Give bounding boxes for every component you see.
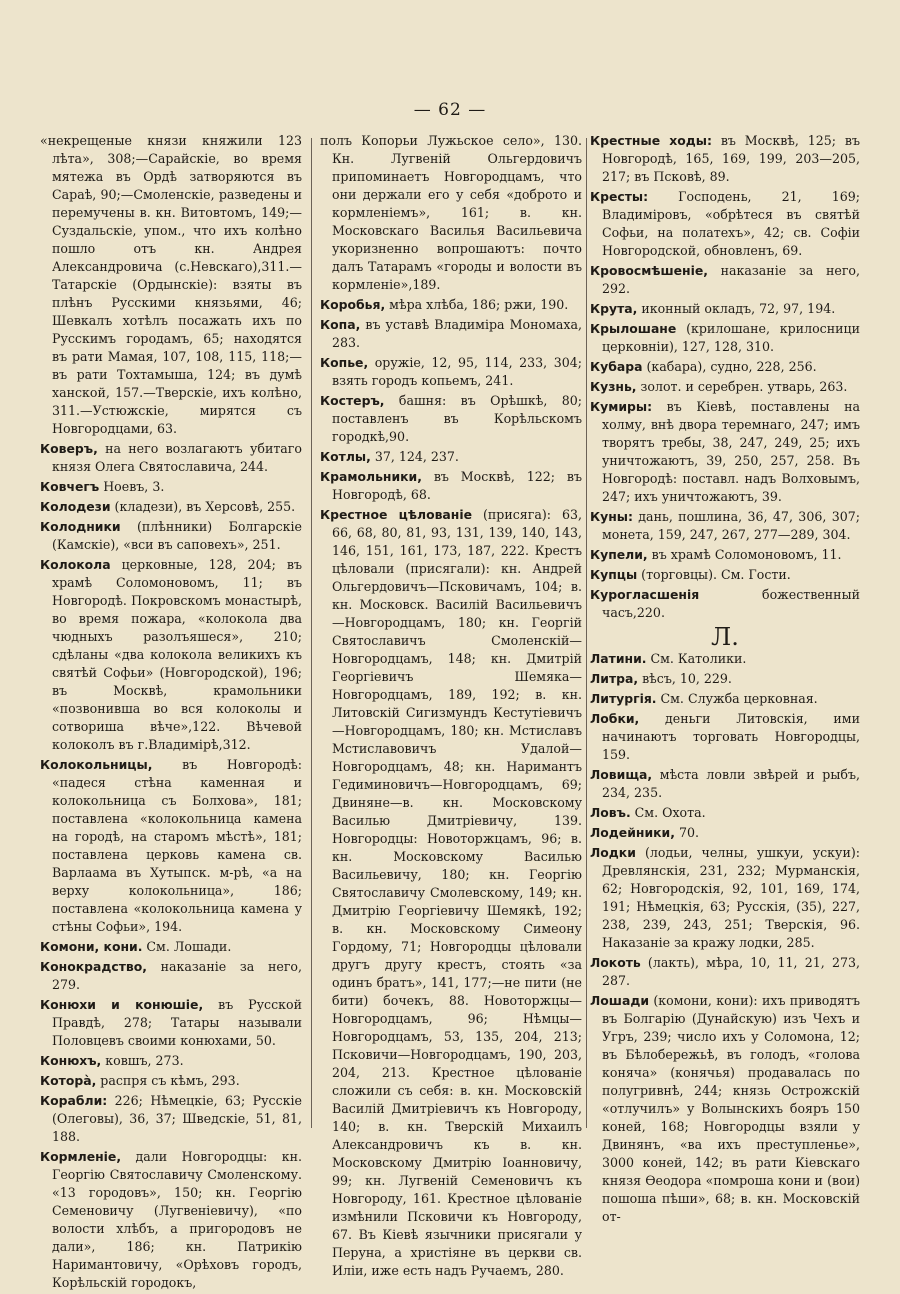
entry-text: на него возлагаютъ убитаго князя Олега Святославича, 244.	[52, 441, 302, 474]
entry-text: наказаніе за него, 292.	[602, 263, 860, 296]
entry-text: въ Русской Правдѣ, 278; Татары называли Половцевъ своими конюхами, 50.	[52, 997, 303, 1048]
index-entry	[590, 566, 860, 584]
entry-headword: Крута,	[590, 301, 638, 316]
entry-headword: Локоть	[590, 955, 641, 970]
index-entry	[320, 468, 582, 504]
entry-text: распря съ кѣмъ, 293.	[96, 1073, 240, 1088]
entry-headword: Кресты:	[590, 189, 649, 204]
entry-text: (комони, кони): ихъ приводятъ въ Болгарію (Дунайскую) изъ Чехъ и Угръ, 239; число ихъ у Соломона, 12; въ Бѣлобережьѣ, въ голодъ, «голова коняча» (конячья) продавалась по полугривнѣ, 244; князь Острожскій «отлучилъ» у Волынскихъ бояръ 150 коней, 168; Новгородцы взяли у Двинянъ, «ва ихъ преступленье», 3000 коней, 142; въ рати Кіевскаго князя Ѳеодора «помроша кони и (вои) пошоша пѣши», 68; в. кн. Московскій от-	[602, 993, 860, 1224]
entry-text: ковшъ, 273.	[101, 1053, 184, 1068]
entry-headword: Кровосмѣшеніе,	[590, 263, 708, 278]
entry-text: 70.	[674, 825, 699, 840]
entry-text: башня: въ Орѣшкѣ, 80; поставленъ въ Корѣльскомъ городкѣ,90.	[332, 393, 582, 444]
entry-headword: Кубара	[590, 359, 643, 374]
index-entry	[590, 262, 860, 298]
right-column	[590, 132, 860, 1228]
column-divider	[586, 138, 587, 1128]
index-entry	[590, 670, 860, 688]
section-letter: Л.	[711, 623, 739, 651]
entry-text: дань, пошлина, 36, 47, 306, 307; монета, 159, 247, 267, 277—289, 304.	[602, 509, 860, 542]
index-entry	[590, 844, 860, 952]
entry-text: въ уставѣ Владиміра Мономаха, 283.	[332, 317, 582, 350]
entry-headword: Лодейники,	[590, 825, 675, 840]
entry-headword: Ловища,	[590, 767, 653, 782]
entry-headword: Комони, кони.	[40, 939, 143, 954]
entry-text: (присяга): 63, 66, 68, 80, 81, 93, 131, 139, 140, 143, 146, 151, 161, 173, 187, 222. Крестъ цѣловали (присягали): кн. Андрей Ольгердовичъ—Псковичамъ, 104; в. кн. Московск. Василій Васильевичъ—Новгородцамъ, 180; кн. Георгій Святославичъ Смоленскій—Новгородцамъ, 148; кн. Дмитрій Георгіевичъ Шемяка—Новгородцамъ, 189, 192; в. кн. Литовскій Сигизмундъ Кестутіевичъ—Новгородцамъ, 180; кн. Мстиславъ Мстиславовичъ Удалой—Новгородцамъ, 48; кн. Наримантъ Гедиминовичъ—Новгородцамъ, 69; Двиняне—в. кн. Московскому Василью Дмитріевичу, 139. Новгородцы: Новоторжцамъ, 96; в. кн. Московскому Василью Васильевичу, 180; кн. Георгію Святославичу Смолевскому, 149; кн. Дмитрію Георгіевичу Шемякѣ, 192; в. кн. Московскому Симеону Гордому, 71; Новгородцы цѣловали другъ другу крестъ, стоять «за одинъ братъ», 141, 177;—не пити (не бити) бочекъ, 88. Новоторжцы—Новгородцамъ, 96; Нѣмцы—Новгородцамъ, 53, 135, 204, 213; Псковичи—Новгородцамъ, 190, 203, 204, 213. Крестное цѣлованіе сложили съ себя: в. кн. Московскій Василій Дмитріевичъ къ Новгороду, 140; в. кн. Тверскій Михаилъ Александровичъ къ в. кн. Московскому Дмитрію Іоанновичу, 99; кн. Лугвеній Семеновичъ къ Новгороду, 161. Крестное цѣлованіе измѣнили Псковичи къ Новгороду, 67. Въ Кіевѣ язычники присягали у Перуна, а христіяне въ церкви св. Иліи, иже есть надъ Ручаемъ, 280.	[332, 507, 582, 1278]
entry-headword: Корабли:	[40, 1093, 108, 1108]
entry-headword: Крестные ходы:	[590, 133, 712, 148]
middle-column	[320, 132, 582, 1282]
entry-headword: Кормленіе,	[40, 1149, 122, 1164]
entry-text: въ Кіевѣ, поставлены на холму, внѣ двора теремнаго, 247; имъ творятъ требы, 38, 247, 249, 25; ихъ уничтожаютъ, 39, 250, 257, 258. Въ Новгородѣ: поставл. надъ Волховымъ, 247; ихъ уничтожаютъ, 39.	[602, 399, 860, 504]
entry-text: въ Москвѣ, 125; въ Новгородѣ, 165, 169, 199, 203—205, 217; въ Псковѣ, 89.	[602, 133, 860, 184]
entry-text: (кабара), судно, 228, 256.	[642, 359, 817, 374]
index-entry	[40, 996, 302, 1050]
entry-headword: Кумиры:	[590, 399, 653, 414]
entry-text: наказаніе за него, 279.	[52, 959, 302, 992]
entry-text: полъ Копорьи Лужьское село», 130. Кн. Лугвеній Ольгердовичъ припоминаетъ Новгородцамъ, что они держали его у себя «доброто и кормленіемъ», 161; в. кн. Московскаго Василья Васильевича укоризненно вопрошаютъ: почто далъ Татарамъ «городы и волости въ кормленіе»,189.	[320, 133, 582, 292]
entry-headword: Коробья,	[320, 297, 386, 312]
entry-text: иконный окладъ, 72, 97, 194.	[637, 301, 836, 316]
index-entry	[40, 498, 302, 516]
entry-headword: Котлы,	[320, 449, 371, 464]
index-entry	[590, 508, 860, 544]
entry-headword: Лодки	[590, 845, 636, 860]
index-entry	[40, 518, 302, 554]
entry-text: мѣста ловли звѣрей и рыбъ, 234, 235.	[602, 767, 860, 800]
index-entry	[590, 992, 860, 1226]
index-entry	[40, 958, 302, 994]
entry-headword: Коверъ,	[40, 441, 98, 456]
entry-headword: Литра,	[590, 671, 639, 686]
entry-headword: Колокола	[40, 557, 111, 572]
entry-headword: Копа,	[320, 317, 361, 332]
entry-text: (торговцы). См. Гости.	[637, 567, 791, 582]
entry-text: божественный часъ,220.	[602, 587, 860, 620]
entry-headword: Кузнь,	[590, 379, 637, 394]
entry-headword: Лошади	[590, 993, 650, 1008]
index-entry	[320, 296, 582, 314]
entry-text: См. Охота.	[630, 805, 706, 820]
index-entry	[320, 448, 582, 466]
entry-text: Ноевъ, 3.	[99, 479, 165, 494]
index-entry	[40, 556, 302, 754]
index-entry	[320, 354, 582, 390]
left-column	[40, 132, 302, 1294]
entry-headword: Колокольницы,	[40, 757, 153, 772]
entry-headword: Костеръ,	[320, 393, 385, 408]
entry-headword: Крылошане	[590, 321, 677, 336]
index-entry	[590, 320, 860, 356]
index-entry	[590, 132, 860, 186]
index-entry	[590, 954, 860, 990]
entry-headword: Куны:	[590, 509, 633, 524]
entry-headword: Колодники	[40, 519, 121, 534]
column-divider	[311, 138, 312, 1128]
index-entry	[40, 1092, 302, 1146]
index-entry	[590, 398, 860, 506]
entry-text: (лодьи, челны, ушкуи, ускуи): Древлянскія, 231, 232; Мурманскія, 62; Новгородскія, 92, 101, 169, 174, 191; Нѣмецкія, 63; Русскія, (35), 227, 238, 239, 243, 251; Тверскія, 96. Наказаніе за кражу лодки, 285.	[602, 845, 860, 950]
entry-headword: Конюхи и конюшіе,	[40, 997, 204, 1012]
index-entry	[590, 586, 860, 622]
index-entry	[590, 710, 860, 764]
page-number: — 62 —	[413, 100, 487, 120]
index-entry	[590, 358, 860, 376]
entry-text: оружіе, 12, 95, 114, 233, 304; взять городъ копьемъ, 241.	[332, 355, 582, 388]
index-entry	[320, 316, 582, 352]
entry-headword: Курогласшенія	[590, 587, 700, 602]
entry-headword: Крамольники,	[320, 469, 422, 484]
entry-text: См. Служба церковная.	[656, 691, 818, 706]
entry-headword: Ковчегъ	[40, 479, 100, 494]
entry-text: въ храмѣ Соломоновомъ, 11.	[647, 547, 842, 562]
index-entry	[590, 188, 860, 260]
index-entry	[40, 756, 302, 936]
entry-text: Господень, 21, 169; Владиміровъ, «обрѣтеся въ святѣй Софьи, на полатехъ», 42; св. Софіи Новгородской, обновленъ, 69.	[602, 189, 860, 258]
index-entry	[590, 690, 860, 708]
entry-headword: Которà,	[40, 1073, 97, 1088]
entry-text: (кладези), въ Херсовѣ, 255.	[110, 499, 296, 514]
entry-text: золот. и серебрен. утварь, 263.	[636, 379, 848, 394]
index-entry	[320, 506, 582, 1280]
entry-headword: Латини.	[590, 651, 647, 666]
index-entry	[40, 1072, 302, 1090]
entry-headword: Конюхъ,	[40, 1053, 102, 1068]
index-entry	[590, 804, 860, 822]
index-entry	[40, 478, 302, 496]
entry-text: дали Новгородцы: кн. Георгію Святославичу Смоленскому. «13 городовъ», 150; кн. Георгію Семеновичу (Лугвеніевичу), «по волости хлѣбъ, а пригородовъ не дали», 186; кн. Патрикію Наримантовичу, «Орѣховъ городъ, Корѣльскій городокъ,	[52, 1149, 302, 1290]
entry-text: (плѣнники) Болгарскіе (Камскіе), «вси въ саповехъ», 251.	[52, 519, 302, 552]
entry-text: церковные, 128, 204; въ храмѣ Соломоновомъ, 11; въ Новгородѣ. Покровскомъ монастырѣ, во время пожара, «колокола два чюдныхъ разолъяшеся», 210; сдѣланы «два колокола великихъ къ святѣй Софьи» (Новгородской), 196; въ Москвѣ, крамольники «позвонивша во вся колоколы и сотвориша вѣче»,122. Вѣчевой колоколъ въ г.Владимірѣ,312.	[52, 557, 302, 752]
index-entry	[40, 440, 302, 476]
index-entry	[590, 300, 860, 318]
entry-headword: Лобки,	[590, 711, 640, 726]
entry-headword: Купцы	[590, 567, 638, 582]
entry-text: См. Католики.	[646, 651, 747, 666]
index-entry	[40, 132, 302, 438]
index-entry	[590, 650, 860, 668]
index-entry	[590, 546, 860, 564]
entry-headword: Копье,	[320, 355, 369, 370]
index-entry	[40, 1148, 302, 1292]
entry-headword: Ловъ.	[590, 805, 631, 820]
entry-headword: Литургія.	[590, 691, 657, 706]
entry-text: въ Москвѣ, 122; въ Новгородѣ, 68.	[332, 469, 582, 502]
entry-headword: Колодези	[40, 499, 111, 514]
index-entry	[320, 132, 582, 294]
entry-text: вѣсъ, 10, 229.	[638, 671, 732, 686]
entry-text: (лакть), мѣра, 10, 11, 21, 273, 287.	[602, 955, 860, 988]
entry-headword: Крестное цѣлованіе	[320, 507, 472, 522]
index-entry	[590, 766, 860, 802]
index-entry	[40, 938, 302, 956]
entry-text: «некрещеные князи княжили 123 лѣта», 308;—Сарайскіе, во время мятежа въ Ордѣ затворяются въ Сараѣ, 90;—Смоленскіе, разведены и перемучены в. кн. Витовтомъ, 149;—Суздальскіе, упом., что ихъ колѣно пошло отъ кн. Андрея Александровича (с.Невскаго),311.—Татарскіе (Ордынскіе): взяты въ плѣнъ Русскими князьями, 46; Шевкалъ хотѣлъ посажать ихъ по Русскимъ городамъ, 65; находятся въ рати Мамая, 107, 108, 115, 118;—въ рати Тохтамыша, 124; въ думѣ ханской, 157.—Тверскіе, ихъ колѣно, 311.—Устюжскіе, мирятся съ Новгородцами, 63.	[40, 133, 302, 436]
entry-text: деньги Литовскія, ими начинаютъ торговать Новгородцы, 159.	[602, 711, 860, 762]
entry-headword: Конокрадство,	[40, 959, 147, 974]
index-entry	[320, 392, 582, 446]
entry-text: 37, 124, 237.	[370, 449, 459, 464]
entry-text: 226; Нѣмецкіе, 63; Русскіе (Олеговы), 36, 37; Шведскіе, 51, 81, 188.	[52, 1093, 302, 1144]
entry-text: См. Лошади.	[142, 939, 232, 954]
index-entry	[40, 1052, 302, 1070]
entry-text: мѣра хлѣба, 186; ржи, 190.	[385, 297, 569, 312]
index-entry	[590, 378, 860, 396]
entry-headword: Купели,	[590, 547, 648, 562]
entry-text: (крилошане, крилосници церковніи), 127, 128, 310.	[602, 321, 860, 354]
index-entry	[590, 824, 860, 842]
entry-text: въ Новгородѣ: «падеся стѣна каменная и колокольница съ Болхова», 181; поставлена «колокольница камена на городѣ, на старомъ мѣстѣ», 181; поставлена церковь камена св. Варлаама въ Хутыпск. м-рѣ, «а на верху колокольница», 186; поставлена «колокольница камена у стѣны Софьи», 194.	[52, 757, 302, 934]
